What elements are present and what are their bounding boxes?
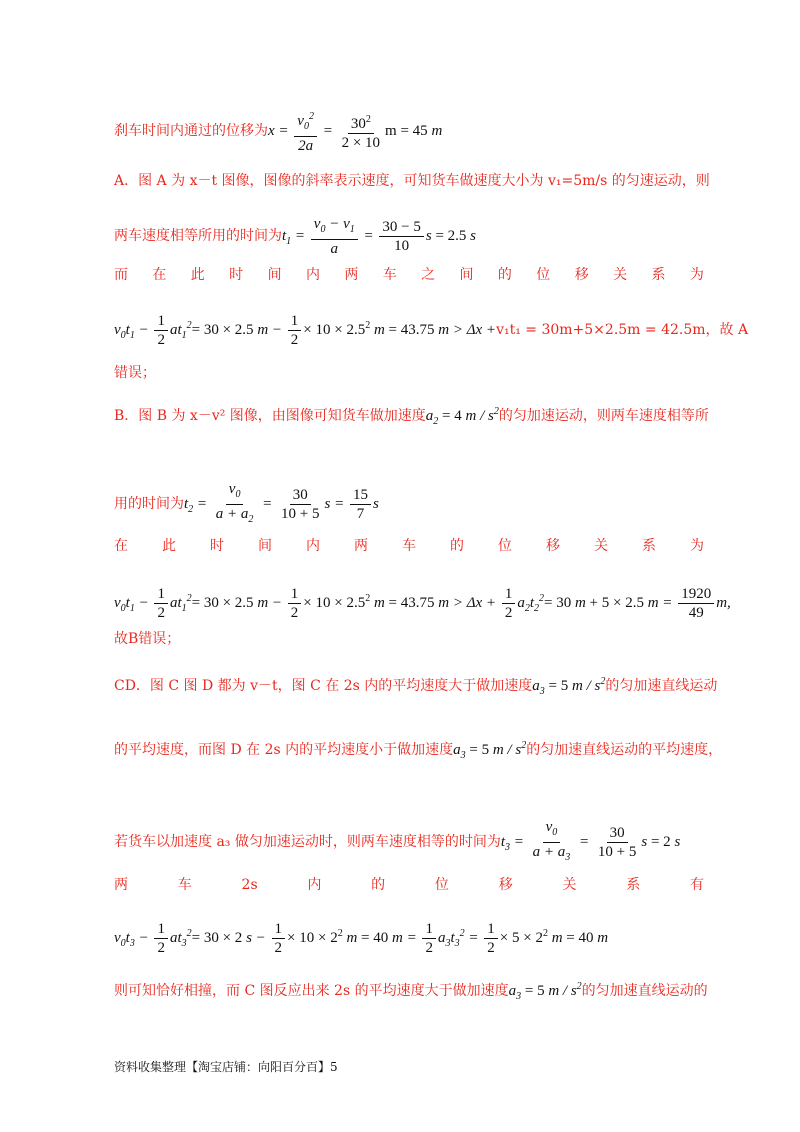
char: 位 <box>536 267 551 283</box>
line-2 <box>114 172 710 190</box>
char: 位 <box>434 877 449 893</box>
char: 有 <box>689 877 704 893</box>
char: 移 <box>574 267 589 283</box>
formula-a3: $a_3 = 5$ m / $s^2$ <box>532 676 606 697</box>
formula-a2: $a_2 = 4$ m / $s^2$ <box>425 406 499 427</box>
char: 的 <box>450 538 464 554</box>
text: 用的时间为 <box>114 495 184 512</box>
line-15 <box>114 876 704 894</box>
text: 若货车以加速度 a₃ 做匀加速运动时，则两车速度相等的时间为 <box>114 833 501 850</box>
char: 系 <box>651 267 666 283</box>
line-10 <box>114 585 731 622</box>
char: 此 <box>190 267 205 283</box>
line-12 <box>114 673 717 701</box>
char: 之 <box>421 267 436 283</box>
char: 间 <box>267 267 282 283</box>
line-17 <box>114 978 708 1006</box>
text: 刹车时间内通过的位移为 <box>114 122 268 139</box>
text: 的匀加速运动，则两车速度相等所 <box>498 408 709 424</box>
char: 关 <box>594 538 608 554</box>
char: 系 <box>642 538 656 554</box>
char: 内 <box>305 267 320 283</box>
line-7 <box>114 403 709 431</box>
line-3 <box>114 215 476 258</box>
formula-t1: $t_1$ = $\frac{v_0 - v_1}{a}$ = $\frac{30 - 5}{10}$ s = 2.5 s <box>282 216 476 257</box>
formula-a: $v_0t_1$ − $\frac{1}{2}$ $at_1^2= 30 \times 2.5$ m − $\frac{1}{2}$ × $10 \times 2.5^2$ m = 43.75 m > Δx + <box>114 313 497 348</box>
char: 时 <box>229 267 244 283</box>
char: 系 <box>626 877 641 893</box>
text: 的匀加速直线运动的平均速度， <box>526 742 723 758</box>
char: 2s <box>241 877 258 893</box>
char: 内 <box>307 877 322 893</box>
formula-a3: $a_3 = 5$ m / $s^2$ <box>453 740 527 761</box>
char: 为 <box>689 267 704 283</box>
char: 两 <box>114 877 128 893</box>
text: v₁t₁ = 30m+5×2.5m = 42.5m，故 A <box>496 321 749 338</box>
char: 车 <box>382 267 397 283</box>
char: 而 <box>114 267 128 283</box>
char: 两 <box>344 267 359 283</box>
char: 内 <box>306 538 320 554</box>
char: 关 <box>562 877 577 893</box>
char: 为 <box>690 538 704 554</box>
formula-x: x = $\frac{v_0^2}{2a}$ = $\frac{30^2}{2 \times 10}$ m = 45 m <box>268 123 442 139</box>
formula-a3: $a_3 = 5$ m / $s^2$ <box>508 981 582 1002</box>
line-1 <box>114 108 442 155</box>
char: 关 <box>613 267 628 283</box>
text: A．图 A 为 x－t 图像，图像的斜率表示速度，可知货车做速度大小为 v₁=5m/s 的匀速运动，则 <box>114 173 710 189</box>
formula-b: $v_0t_1$ − $\frac{1}{2}$ $at_1^2= 30 \times 2.5$ m − $\frac{1}{2}$ × $10 \times 2.5^2$ m = 43.75 m > Δx + $\frac{1}{2}$ $a_2t_2^2= 30$ m + 5 × 2.5 m = $\frac{1920}{49}$ m, <box>114 586 731 621</box>
char: 在 <box>152 267 167 283</box>
line-6 <box>114 364 156 382</box>
line-16 <box>114 920 608 957</box>
line-11 <box>114 630 180 648</box>
formula-c: $v_0t_3$ − $\frac{1}{2}$ $at_3^2= 30 \times 2$ s − $\frac{1}{2}$ × $10 \times 2^2$ m = 40 m = $\frac{1}{2}$ $a_3t_3^2$ = $\frac{1}{2}$ × $5 \times 2^2$ m = 40 m <box>114 921 609 956</box>
char: 间 <box>459 267 474 283</box>
line-5 <box>114 312 748 349</box>
char: 车 <box>402 538 416 554</box>
char: 的 <box>371 877 386 893</box>
char: 移 <box>498 877 513 893</box>
char: 位 <box>498 538 512 554</box>
line-14 <box>114 818 680 867</box>
formula-t2: $t_2$ = $\frac{v_0}{a + a_2}$ = $\frac{30}{10 + 5}$ s = $\frac{15}{7}$ s <box>184 481 379 525</box>
text: 则可知恰好相撞，而 C 图反应出来 2s 的平均速度大于做加速度 <box>114 983 509 999</box>
line-4 <box>114 266 704 284</box>
page-footer: 资料收集整理【淘宝店铺：向阳百分百】5 <box>114 1060 338 1074</box>
text: 的匀加速直线运动 <box>605 678 718 694</box>
char: 的 <box>497 267 512 283</box>
text: 故B错误； <box>114 631 181 647</box>
char: 移 <box>546 538 560 554</box>
char: 车 <box>177 877 192 893</box>
line-9 <box>114 537 704 555</box>
text: B．图 B 为 x－v² 图像，由图像可知货车做加速度 <box>114 408 426 424</box>
line-8 <box>114 480 379 529</box>
char: 时 <box>210 538 224 554</box>
char: 两 <box>354 538 368 554</box>
char: 间 <box>258 538 272 554</box>
formula-t3: $t_3$ = $\frac{v_0}{a + a_3}$ = $\frac{30}{10 + 5}$ s = 2 s <box>500 819 681 863</box>
text: 错误； <box>114 365 156 381</box>
text: 的平均速度，而图 D 在 2s 内的平均速度小于做加速度 <box>114 742 454 758</box>
char: 此 <box>162 538 176 554</box>
line-13 <box>114 737 722 765</box>
text: CD．图 C 图 D 都为 v－t，图 C 在 2s 内的平均速度大于做加速度 <box>114 678 533 694</box>
char: 在 <box>114 538 128 554</box>
text: 两车速度相等所用的时间为 <box>114 227 282 244</box>
text: 的匀加速直线运动的 <box>581 983 708 999</box>
